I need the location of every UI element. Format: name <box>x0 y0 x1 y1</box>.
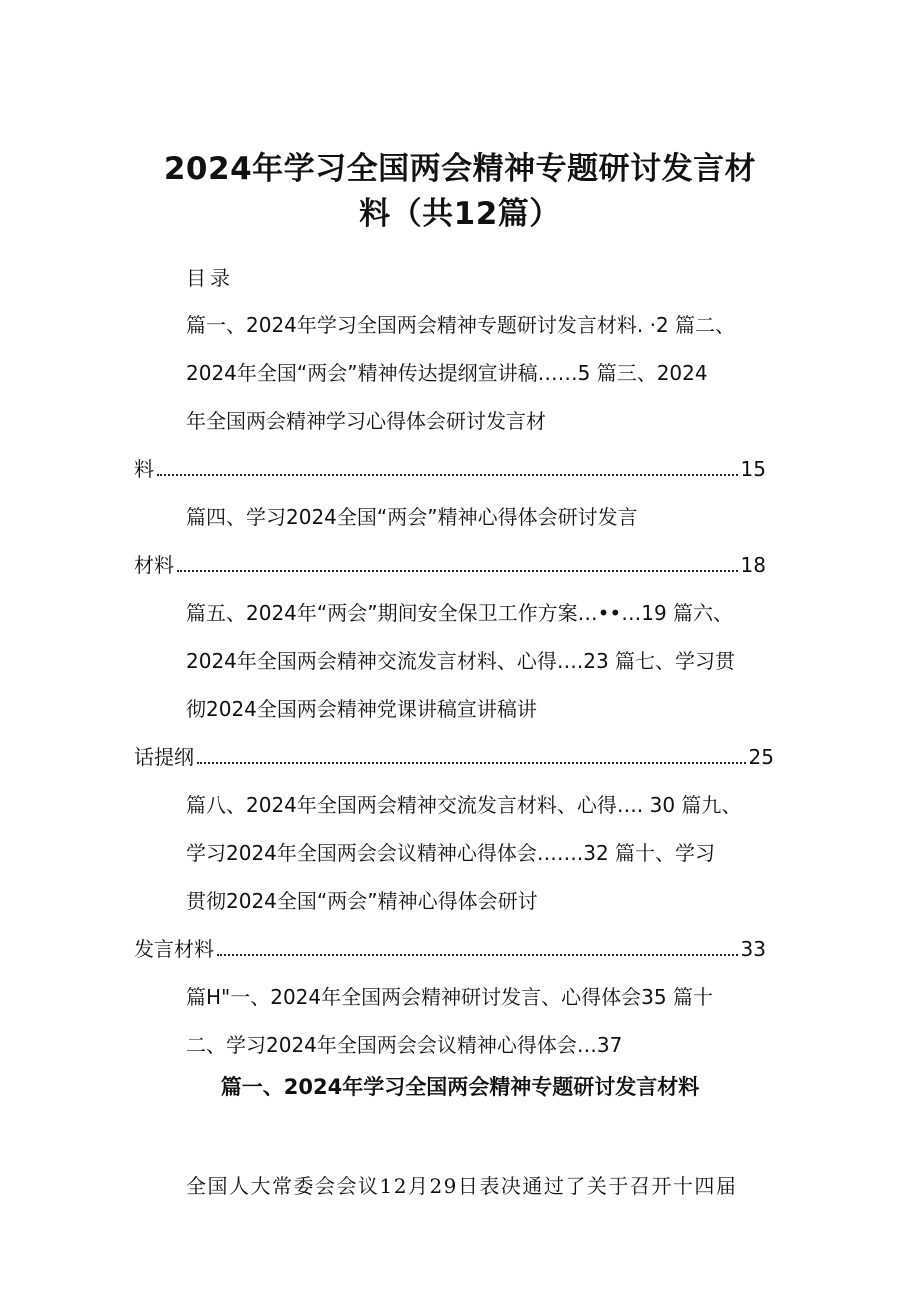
toc-line: 篇一、2024年学习全国两会精神专题研讨发言材料. ·2 篇二、 <box>186 313 736 337</box>
toc-dotted-entry <box>134 936 766 962</box>
toc-line: 二、学习2024年全国两会会议精神心得体会…37 <box>186 1033 623 1057</box>
toc-heading: 目录 <box>186 266 234 290</box>
toc-dotted-entry <box>134 456 766 482</box>
toc-line: 彻2024全国两会精神党课讲稿宣讲稿讲 <box>186 697 537 721</box>
toc-line: 贯彻2024全国“两会”精神心得体会研讨 <box>186 889 538 913</box>
dot-leader <box>197 761 746 764</box>
toc-entry-page: 15 <box>740 457 766 481</box>
toc-entry-label: 发言材料 <box>134 937 214 961</box>
section-title: 篇一、2024年学习全国两会精神专题研讨发言材料 <box>220 1075 700 1099</box>
document-title-line-2: 料（共12篇） <box>359 196 561 232</box>
dot-leader <box>177 569 738 572</box>
dot-leader <box>157 473 738 476</box>
toc-line: 2024年全国两会精神交流发言材料、心得….23 篇七、学习贯 <box>186 649 736 673</box>
toc-entry-page: 18 <box>740 553 766 577</box>
toc-entry-page: 25 <box>748 745 774 769</box>
toc-line: 学习2024年全国两会会议精神心得体会…….32 篇十、学习 <box>186 841 716 865</box>
toc-entry-label: 话提纲 <box>134 745 194 769</box>
toc-line: 年全国两会精神学习心得体会研讨发言材 <box>186 409 546 433</box>
toc-line: 篇H"一、2024年全国两会精神研讨发言、心得体会35 篇十 <box>186 985 713 1009</box>
toc-line: 篇四、学习2024全国“两会”精神心得体会研讨发言 <box>186 505 638 529</box>
body-paragraph: 全国人大常委会会议12月29日表决通过了关于召开十四届 <box>186 1174 738 1198</box>
toc-dotted-entry <box>134 744 774 770</box>
toc-line: 2024年全国“两会”精神传达提纲宣讲稿……5 篇三、2024 <box>186 361 708 385</box>
dot-leader <box>217 953 738 956</box>
document-title-line-1: 2024年学习全国两会精神专题研讨发言材 <box>163 151 757 187</box>
toc-line: 篇八、2024年全国两会精神交流发言材料、心得…. 30 篇九、 <box>186 793 742 817</box>
toc-entry-label: 料 <box>134 457 154 481</box>
toc-dotted-entry <box>134 552 766 578</box>
toc-entry-label: 材料 <box>134 553 174 577</box>
toc-line: 篇五、2024年“两会”期间安全保卫工作方案…••…19 篇六、 <box>186 601 734 625</box>
toc-entry-page: 33 <box>740 937 766 961</box>
